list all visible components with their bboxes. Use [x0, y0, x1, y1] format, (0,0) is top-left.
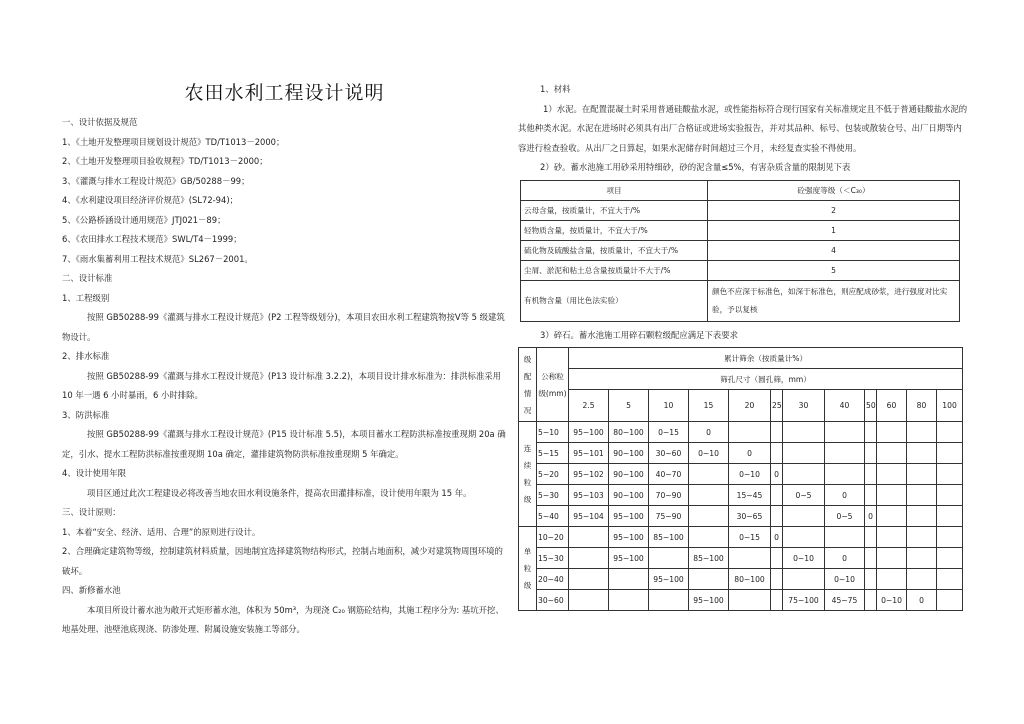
table-cell	[865, 464, 877, 485]
table-cell: 95~101	[569, 443, 609, 464]
table-cell: 95~100	[609, 506, 649, 527]
table-row	[521, 240, 960, 260]
sieve-size-header: 5	[609, 390, 649, 422]
table-header: 项目	[521, 180, 708, 200]
table-cell	[877, 548, 907, 569]
table-header: 砼强度等级（＜C₃₀）	[708, 180, 960, 200]
table-cell: 80~100	[609, 422, 649, 443]
table-cell	[649, 548, 689, 569]
principle-item: 2、合理确定建筑物等级，控制建筑材料质量，因地制宜选择建筑物结构形式，控制占地面积，减少对建筑物周围环境的破坏。	[62, 546, 503, 576]
table-cell: 95~104	[569, 506, 609, 527]
table-cell: 0~10	[729, 464, 771, 485]
table-cell: 85~100	[649, 527, 689, 548]
table-cell: 0~15	[729, 527, 771, 548]
table-cell	[609, 569, 649, 590]
table-cell: 4	[708, 240, 960, 260]
grain-size-cell: 5~40	[537, 506, 569, 527]
table-cell: 0~5	[783, 485, 825, 506]
gravel-grading-table	[518, 347, 963, 611]
table-cell: 40~70	[649, 464, 689, 485]
table-cell	[865, 527, 877, 548]
ref-item: 3、《灌溉与排水工程设计规范》GB/50288－99；	[62, 175, 250, 186]
table-cell	[771, 422, 783, 443]
table-cell	[865, 548, 877, 569]
table-cell	[937, 590, 963, 611]
sieve-size-header: 25	[771, 390, 783, 422]
table-cell	[783, 443, 825, 464]
sieve-size-header: 2.5	[569, 390, 609, 422]
table-cell	[825, 422, 865, 443]
table-cell	[937, 569, 963, 590]
table-cell	[569, 548, 609, 569]
grain-size-cell: 5~20	[537, 464, 569, 485]
table-cell: 尘屑、淤泥和粘土总含量按质量计不大于/%	[521, 260, 708, 280]
table-cell	[689, 485, 729, 506]
table-cell: 颜色不应深于标准色，如深于标准色，则应配成砂浆，进行强度对比实验，予以复核	[708, 280, 960, 321]
grain-size-cell: 20~40	[537, 569, 569, 590]
table-row	[521, 200, 960, 220]
table-cell: 0	[729, 443, 771, 464]
table-cell: 0	[825, 548, 865, 569]
table-cell	[907, 422, 937, 443]
table-cell	[937, 485, 963, 506]
table-header: 级配情况	[519, 348, 537, 422]
ref-item: 1、《土地开发整理项目规划设计规范》TD/T1013－2000；	[62, 136, 285, 147]
table-cell: 95~100	[609, 527, 649, 548]
page-title: 农田水利工程设计说明	[184, 82, 385, 104]
table-row	[519, 422, 963, 443]
table-cell	[877, 506, 907, 527]
table-cell	[783, 569, 825, 590]
table-cell	[907, 569, 937, 590]
table-cell: 0~15	[649, 422, 689, 443]
table-cell: 有机物含量（用比色法实验）	[521, 280, 708, 321]
left-column	[62, 78, 507, 640]
table-cell	[865, 590, 877, 611]
table-cell: 30~60	[649, 443, 689, 464]
paragraph: 2）砂。蓄水池施工用砂采用特细砂，砂的泥含量≤5%，有害杂质含量的限制见下表	[540, 162, 851, 172]
table-cell	[907, 464, 937, 485]
table-row	[519, 464, 963, 485]
table-cell: 80~100	[729, 569, 771, 590]
table-row	[519, 506, 963, 527]
table-cell: 云母含量，按质量计，不宜大于/%	[521, 200, 708, 220]
table-cell: 1	[708, 220, 960, 240]
table-cell	[569, 569, 609, 590]
table-cell: 90~100	[609, 464, 649, 485]
right-column	[518, 80, 968, 611]
sieve-size-header: 60	[877, 390, 907, 422]
sand-impurity-table	[520, 180, 960, 322]
table-cell	[865, 443, 877, 464]
table-header: 筛孔尺寸（圆孔筛，mm）	[569, 369, 963, 390]
table-cell: 0~10	[825, 569, 865, 590]
section-heading: 四、新修蓄水池	[62, 585, 121, 595]
table-cell	[825, 527, 865, 548]
ref-item: 2、《土地开发整理项目验收规程》TD/T1013－2000；	[62, 156, 268, 166]
table-cell	[877, 464, 907, 485]
table-cell	[771, 443, 783, 464]
sieve-size-header: 80	[907, 390, 937, 422]
table-cell	[865, 485, 877, 506]
table-cell	[877, 422, 907, 443]
table-cell: 5	[708, 260, 960, 280]
table-cell	[825, 443, 865, 464]
ref-item: 5、《公路桥涵设计通用规范》JTJ021－89；	[62, 214, 226, 225]
table-cell	[649, 590, 689, 611]
table-cell	[783, 464, 825, 485]
paragraph: 本项目所设计蓄水池为敞开式矩形蓄水池，体积为 50m³，为现浇 C₂₀ 钢筋砼结构，其施工程序分为: 基坑开挖、地基处理、池壁池底现浇、防渗处理、附属设施安装施工等部分。	[62, 604, 504, 634]
table-cell	[771, 506, 783, 527]
table-cell	[569, 527, 609, 548]
grain-size-cell: 5~30	[537, 485, 569, 506]
section-heading: 一、设计依据及规范	[62, 117, 138, 127]
ref-item: 6、《农田排水工程技术规范》SWL/T4－1999；	[62, 234, 242, 244]
grain-size-cell: 5~15	[537, 443, 569, 464]
table-cell: 0	[771, 527, 783, 548]
sieve-size-header: 10	[649, 390, 689, 422]
table-cell	[771, 590, 783, 611]
table-cell: 0~10	[783, 548, 825, 569]
table-cell	[877, 569, 907, 590]
table-cell	[569, 590, 609, 611]
table-cell	[689, 569, 729, 590]
table-cell: 2	[708, 200, 960, 220]
sieve-size-header: 50	[865, 390, 877, 422]
table-cell: 硫化物及硫酸盐含量，按质量计，不宜大于/%	[521, 240, 708, 260]
sub-heading: 1、材料	[540, 84, 571, 94]
table-cell: 45~75	[825, 590, 865, 611]
ref-item: 4、《水利建设项目经济评价规范》(SL72-94)；	[62, 195, 238, 205]
table-cell: 0	[907, 590, 937, 611]
table-cell	[783, 527, 825, 548]
table-cell: 95~100	[689, 590, 729, 611]
table-cell	[729, 422, 771, 443]
table-cell	[609, 590, 649, 611]
table-cell: 0	[865, 506, 877, 527]
table-cell: 85~100	[689, 548, 729, 569]
paragraph: 项目区通过此次工程建设必将改善当地农田水利设施条件，提高农田灌排标准，设计使用年限为 15 年。	[87, 487, 472, 498]
table-row	[519, 443, 963, 464]
table-header: 累计筛余（按质量计%）	[569, 348, 963, 369]
table-cell	[877, 527, 907, 548]
table-cell	[771, 569, 783, 590]
sub-heading: 2、排水标准	[62, 351, 110, 361]
table-cell	[907, 548, 937, 569]
table-cell	[729, 590, 771, 611]
table-cell: 90~100	[609, 485, 649, 506]
paragraph: 3）碎石。蓄水池施工用碎石颗粒级配应满足下表要求	[540, 329, 738, 340]
table-cell: 75~100	[783, 590, 825, 611]
sub-heading: 1、工程级别	[62, 292, 110, 303]
paragraph: 按照 GB50288-99《灌溉与排水工程设计规范》(P13 设计标准 3.2.2)，本项目设计排水标准为：排洪标准采用 10 年一遇 6 小时暴雨，6 小时排除。	[62, 370, 501, 400]
table-cell: 轻物质含量，按质量计，不宜大于/%	[521, 220, 708, 240]
table-cell	[907, 485, 937, 506]
table-cell: 95~100	[609, 548, 649, 569]
table-header: 公称粒级(mm)	[537, 348, 569, 422]
table-cell: 0~10	[877, 590, 907, 611]
section-heading: 三、设计原则：	[62, 507, 121, 517]
principle-item: 1、本着“安全、经济、适用、合理”的原则进行设计。	[62, 526, 261, 537]
sieve-size-header: 40	[825, 390, 865, 422]
table-cell: 0	[825, 485, 865, 506]
table-cell: 30~65	[729, 506, 771, 527]
paragraph: 按照 GB50288-99《灌溉与排水工程设计规范》(P2 工程等级划分)，本项目农田水利工程建筑物按Ⅴ等 5 级建筑物设计。	[62, 312, 505, 342]
table-cell	[907, 527, 937, 548]
table-cell	[771, 548, 783, 569]
table-cell	[689, 464, 729, 485]
table-cell: 0~5	[825, 506, 865, 527]
grain-size-cell: 5~10	[537, 422, 569, 443]
table-cell	[937, 422, 963, 443]
table-row	[521, 260, 960, 280]
sub-heading: 3、防洪标准	[62, 409, 110, 420]
table-cell	[937, 527, 963, 548]
table-row	[521, 220, 960, 240]
table-cell: 0	[771, 464, 783, 485]
table-cell: 95~103	[569, 485, 609, 506]
sieve-size-header: 100	[937, 390, 963, 422]
grading-group-label: 单粒级	[519, 527, 537, 611]
table-cell	[729, 548, 771, 569]
table-cell	[937, 464, 963, 485]
table-row	[519, 485, 963, 506]
table-cell: 70~90	[649, 485, 689, 506]
table-cell	[865, 569, 877, 590]
table-cell: 0~10	[689, 443, 729, 464]
paragraph: 按照 GB50288-99《灌溉与排水工程设计规范》(P15 设计标准 5.5)，本项目蓄水工程防洪标准按重现期 20a 确定，引水、提水工程防洪标准按重现期 10a 确定，灌排建筑物防洪标准按重现期 5 年确定。	[62, 429, 506, 459]
table-row	[519, 569, 963, 590]
grain-size-cell: 30~60	[537, 590, 569, 611]
table-row	[521, 280, 960, 321]
table-cell	[907, 443, 937, 464]
table-cell: 95~102	[569, 464, 609, 485]
table-cell	[907, 506, 937, 527]
table-cell: 90~100	[609, 443, 649, 464]
table-cell	[825, 464, 865, 485]
grain-size-cell: 15~30	[537, 548, 569, 569]
grading-group-label: 连续粒级	[519, 422, 537, 527]
table-cell: 75~90	[649, 506, 689, 527]
paragraph: 1）水泥。在配置混凝土时采用普通硅酸盐水泥，或性能指标符合现行国家有关标准规定且不低于普通硅酸盐水泥的其他种类水泥。水泥在进场时必须具有出厂合格证或进场实验报告，并对其品种、标号、包装或散装仓号、出厂日期等内容进行检查验收。从出厂之日算起，如果水泥储存时间超过三个月，未经复查实验不得使用。	[518, 103, 968, 153]
table-row	[519, 590, 963, 611]
table-cell	[937, 548, 963, 569]
table-cell: 95~100	[569, 422, 609, 443]
table-cell	[783, 422, 825, 443]
table-cell	[877, 485, 907, 506]
table-cell	[771, 485, 783, 506]
section-heading: 二、设计标准	[62, 273, 113, 283]
table-cell	[689, 506, 729, 527]
sieve-size-header: 15	[689, 390, 729, 422]
sieve-size-header: 20	[729, 390, 771, 422]
table-row	[519, 548, 963, 569]
table-cell	[937, 506, 963, 527]
sub-heading: 4、设计使用年限	[62, 468, 126, 478]
table-cell: 15~45	[729, 485, 771, 506]
table-cell	[783, 506, 825, 527]
table-cell	[877, 443, 907, 464]
sieve-size-header: 30	[783, 390, 825, 422]
table-cell	[865, 422, 877, 443]
table-cell: 95~100	[649, 569, 689, 590]
table-cell: 0	[689, 422, 729, 443]
table-row	[519, 527, 963, 548]
table-cell	[937, 443, 963, 464]
grain-size-cell: 10~20	[537, 527, 569, 548]
ref-item: 7、《雨水集蓄利用工程技术规范》SL267－2001。	[62, 253, 253, 264]
table-cell	[689, 527, 729, 548]
